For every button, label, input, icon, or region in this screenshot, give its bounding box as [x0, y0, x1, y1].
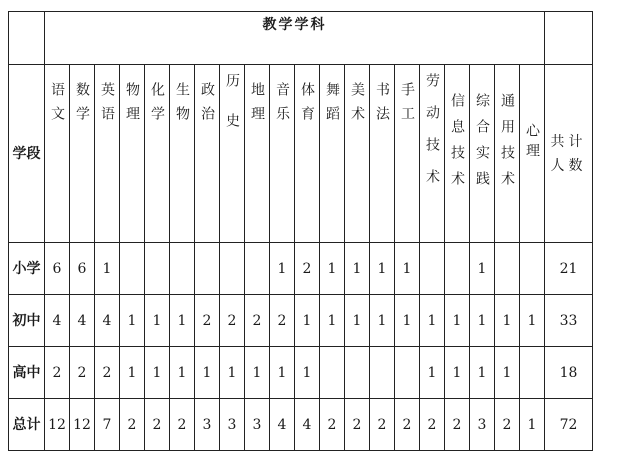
subject-header: 历史 — [220, 65, 245, 243]
total-cell: 21 — [545, 243, 593, 295]
table-cell — [370, 347, 395, 399]
table-cell: 1 — [120, 347, 145, 399]
subject-header: 体育 — [295, 65, 320, 243]
table-cell: 12 — [70, 399, 95, 451]
table-cell — [420, 243, 445, 295]
table-cell: 2 — [420, 399, 445, 451]
table-cell: 4 — [95, 295, 120, 347]
title-row — [9, 12, 593, 65]
table-cell: 4 — [45, 295, 70, 347]
table-cell: 1 — [495, 347, 520, 399]
table-cell: 1 — [120, 295, 145, 347]
subject-header: 音乐 — [270, 65, 295, 243]
subject-header: 语文 — [45, 65, 70, 243]
table-cell — [520, 243, 545, 295]
table-cell: 1 — [445, 347, 470, 399]
table-cell: 2 — [95, 347, 120, 399]
subject-header: 化学 — [145, 65, 170, 243]
table-cell: 1 — [170, 347, 195, 399]
table-cell — [220, 243, 245, 295]
stage-label: 初中 — [9, 295, 45, 347]
table-cell — [195, 243, 220, 295]
corner-cell — [9, 12, 45, 65]
table-cell: 1 — [520, 399, 545, 451]
table-cell: 1 — [320, 295, 345, 347]
subject-header: 手工 — [395, 65, 420, 243]
subject-header: 通用技术 — [495, 65, 520, 243]
table-cell: 4 — [295, 399, 320, 451]
table-row — [9, 295, 593, 347]
table-row — [9, 399, 593, 451]
table-cell: 2 — [120, 399, 145, 451]
table-cell: 1 — [370, 295, 395, 347]
table-cell: 1 — [195, 347, 220, 399]
table-cell — [145, 243, 170, 295]
table-cell: 1 — [270, 243, 295, 295]
subject-staff-table — [8, 11, 593, 451]
table-cell: 1 — [420, 295, 445, 347]
table-cell: 6 — [45, 243, 70, 295]
table-cell: 12 — [45, 399, 70, 451]
table-cell: 7 — [95, 399, 120, 451]
subject-header: 政治 — [195, 65, 220, 243]
table-cell: 1 — [470, 295, 495, 347]
table-cell: 2 — [395, 399, 420, 451]
table-cell: 3 — [220, 399, 245, 451]
table-cell: 3 — [245, 399, 270, 451]
table-cell: 2 — [145, 399, 170, 451]
table-cell: 1 — [370, 243, 395, 295]
subject-header: 心理 — [520, 65, 545, 243]
subject-header: 地理 — [245, 65, 270, 243]
table-cell: 4 — [70, 295, 95, 347]
subject-header: 劳动技术 — [420, 65, 445, 243]
table-cell: 1 — [345, 243, 370, 295]
total-header: 共计人数 — [545, 65, 593, 243]
table-cell: 2 — [70, 347, 95, 399]
table-cell — [395, 347, 420, 399]
subject-header: 舞蹈 — [320, 65, 345, 243]
table-cell: 1 — [145, 295, 170, 347]
table-cell: 1 — [470, 243, 495, 295]
table-cell — [245, 243, 270, 295]
table-cell: 1 — [270, 347, 295, 399]
table-cell: 1 — [320, 243, 345, 295]
total-cell: 72 — [545, 399, 593, 451]
table-row — [9, 347, 593, 399]
total-cell: 18 — [545, 347, 593, 399]
table-cell — [495, 243, 520, 295]
table-cell: 1 — [220, 347, 245, 399]
table-cell: 1 — [245, 347, 270, 399]
subject-header-row — [9, 65, 593, 243]
table-cell: 2 — [320, 399, 345, 451]
table-cell: 2 — [220, 295, 245, 347]
subject-header: 美术 — [345, 65, 370, 243]
subject-header: 英语 — [95, 65, 120, 243]
table-cell — [520, 347, 545, 399]
table-cell: 1 — [170, 295, 195, 347]
table-cell: 1 — [445, 295, 470, 347]
stage-header: 学段 — [9, 65, 45, 243]
table-cell — [120, 243, 145, 295]
table-cell: 1 — [520, 295, 545, 347]
table-cell: 4 — [270, 399, 295, 451]
table-cell: 2 — [370, 399, 395, 451]
table-cell: 2 — [345, 399, 370, 451]
stage-label: 总计 — [9, 399, 45, 451]
table-cell: 2 — [270, 295, 295, 347]
table-cell: 1 — [420, 347, 445, 399]
table-cell: 1 — [295, 295, 320, 347]
table-cell — [445, 243, 470, 295]
subject-header: 数学 — [70, 65, 95, 243]
subject-header: 生物 — [170, 65, 195, 243]
stage-label: 高中 — [9, 347, 45, 399]
table-cell: 2 — [195, 295, 220, 347]
table-cell: 1 — [145, 347, 170, 399]
table-cell: 3 — [195, 399, 220, 451]
table-cell — [345, 347, 370, 399]
table-cell: 1 — [95, 243, 120, 295]
total-cell: 33 — [545, 295, 593, 347]
subject-header: 信息技术 — [445, 65, 470, 243]
table-cell: 1 — [395, 295, 420, 347]
table-cell — [170, 243, 195, 295]
subject-header: 物理 — [120, 65, 145, 243]
table-cell: 1 — [295, 347, 320, 399]
table-cell: 2 — [445, 399, 470, 451]
corner-cell-right — [545, 12, 593, 65]
subject-header: 书法 — [370, 65, 395, 243]
stage-label: 小学 — [9, 243, 45, 295]
table-cell: 2 — [295, 243, 320, 295]
table-cell: 1 — [495, 295, 520, 347]
table-cell: 1 — [395, 243, 420, 295]
table-cell: 1 — [470, 347, 495, 399]
table-cell: 2 — [495, 399, 520, 451]
table-cell: 2 — [170, 399, 195, 451]
table-title: 教学学科 — [45, 12, 545, 65]
table-cell: 1 — [345, 295, 370, 347]
table-cell — [320, 347, 345, 399]
table-cell: 6 — [70, 243, 95, 295]
table-cell: 3 — [470, 399, 495, 451]
table-cell: 2 — [45, 347, 70, 399]
table-row — [9, 243, 593, 295]
table-cell: 2 — [245, 295, 270, 347]
subject-header: 综合实践 — [470, 65, 495, 243]
